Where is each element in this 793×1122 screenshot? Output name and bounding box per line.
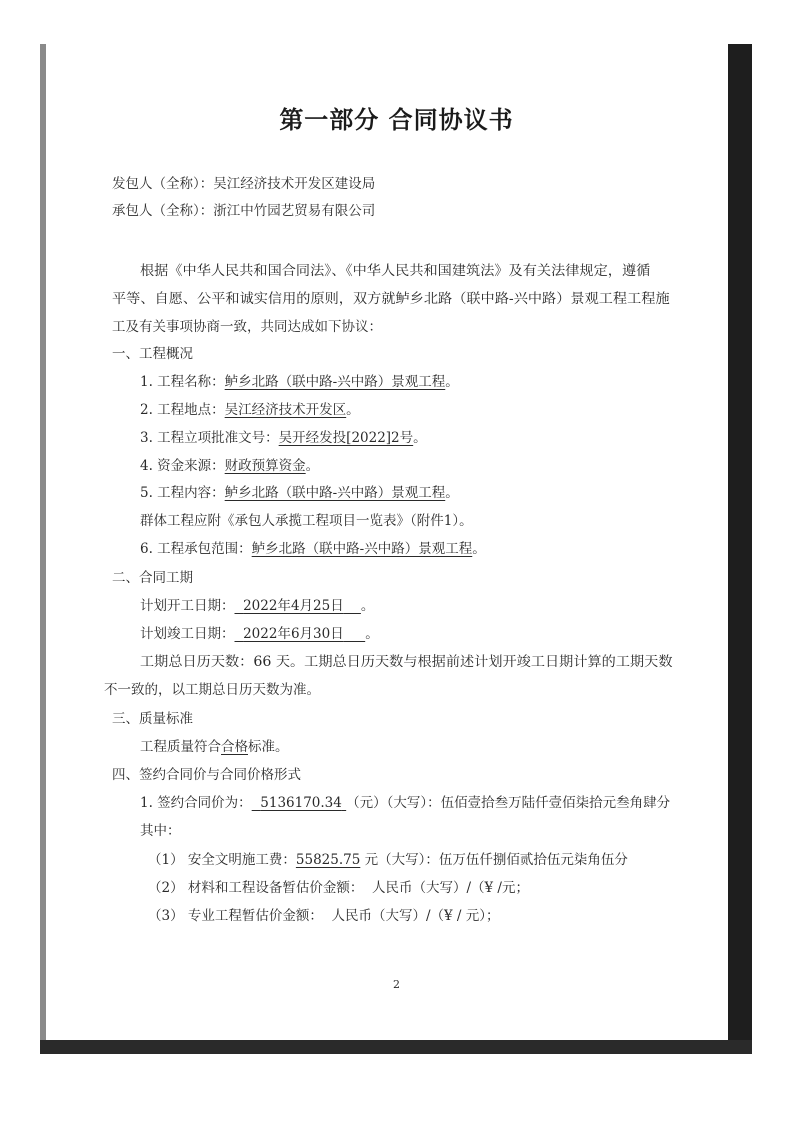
contract-price-label: 1. 签约合同价为：	[140, 795, 252, 811]
project-location-value: 吴江经济技术开发区	[224, 402, 347, 418]
scan-edge-right	[728, 44, 752, 1054]
page-number: 2	[393, 978, 400, 991]
contract-scope-value: 鲈乡北路（联中路-兴中路）景观工程	[251, 541, 473, 557]
duration-line-2: 不一致的，以工期总日历天数为准。	[104, 682, 320, 698]
employer-label: 发包人（全称）：	[112, 176, 214, 192]
contract-scope-line: 6. 工程承包范围：鲈乡北路（联中路-兴中路）景观工程。	[140, 541, 486, 557]
planned-start-label: 计划开工日期：	[140, 598, 235, 614]
planned-completion-label: 计划竣工日期：	[140, 626, 235, 642]
material-estimate-label: （2） 材料和工程设备暂估价金额：	[148, 880, 364, 896]
safety-fee-value: 55825.75	[295, 852, 361, 868]
planned-start-value: 2022年4月25日	[243, 598, 344, 614]
project-location-line: 2. 工程地点：吴江经济技术开发区。	[140, 402, 360, 418]
funding-source-label: 4. 资金来源：	[140, 458, 225, 474]
approval-number-line: 3. 工程立项批准文号：吴开经发投[2022]2号。	[140, 430, 427, 446]
group-project-note: 群体工程应附《承包人承揽工程项目一览表》（附件1）。	[140, 513, 473, 529]
section-3-heading: 三、质量标准	[112, 711, 193, 727]
approval-number-label: 3. 工程立项批准文号：	[140, 430, 279, 446]
employer-name: 吴江经济技术开发区建设局	[213, 176, 376, 192]
project-location-label: 2. 工程地点：	[140, 402, 225, 418]
safety-fee-label: （1） 安全文明施工费：	[148, 852, 296, 868]
planned-completion-line: 计划竣工日期： 2022年6月30日 。	[140, 626, 379, 642]
specialty-estimate-line: （3） 专业工程暂估价金额： 人民币（大写）/（¥ / 元）；	[148, 908, 500, 924]
duration-line-1: 工期总日历天数：66 天。工期总日历天数与根据前述计划开竣工日期计算的工期天数	[140, 654, 673, 670]
material-estimate-line: （2） 材料和工程设备暂估价金额： 人民币（大写）/（¥ /元；	[148, 880, 529, 896]
employer-line	[112, 175, 375, 193]
of-which-label: 其中：	[140, 823, 181, 839]
scan-edge-bottom	[40, 1040, 752, 1054]
contractor-label: 承包人（全称）：	[112, 203, 214, 219]
section-2-heading: 二、合同工期	[112, 570, 193, 586]
quality-standard-value: 合格	[221, 739, 248, 755]
planned-completion-value: 2022年6月30日	[243, 626, 344, 642]
project-content-value: 鲈乡北路（联中路-兴中路）景观工程	[224, 485, 446, 501]
contractor-name: 浙江中竹园艺贸易有限公司	[213, 203, 376, 219]
funding-source-value: 财政预算资金	[224, 458, 306, 474]
contractor-line	[112, 202, 375, 220]
project-content-line: 5. 工程内容：鲈乡北路（联中路-兴中路）景观工程。	[140, 485, 459, 501]
section-4-heading: 四、签约合同价与合同价格形式	[112, 767, 301, 783]
approval-number-value: 吴开经发投[2022]2号	[278, 430, 414, 446]
funding-source-line: 4. 资金来源：财政预算资金。	[140, 458, 320, 474]
contract-price-value: 5136170.34	[260, 795, 342, 811]
planned-start-line: 计划开工日期： 2022年4月25日 。	[140, 598, 375, 614]
intro-line-1: 根据《中华人民共和国合同法》、《中华人民共和国建筑法》及有关法律规定，遵循	[140, 263, 651, 279]
safety-fee-line: （1） 安全文明施工费：55825.75 元（大写）：伍万伍仟捌佰贰拾伍元柒角伍分	[148, 852, 628, 868]
intro-line-2: 平等、自愿、公平和诚实信用的原则，双方就鲈乡北路（联中路-兴中路）景观工程工程施	[112, 291, 670, 307]
project-name-value: 鲈乡北路（联中路-兴中路）景观工程	[224, 374, 446, 390]
specialty-estimate-label: （3） 专业工程暂估价金额：	[148, 908, 323, 924]
contract-price-words: 伍佰壹拾叁万陆仟壹佰柒拾元叁角肆分	[440, 795, 671, 811]
contract-price-line: 1. 签约合同价为： 5136170.34 （元）（大写）：伍佰壹拾叁万陆仟壹佰柒拾元叁角肆分	[140, 795, 671, 811]
quality-standard-line: 工程质量符合合格标准。	[140, 739, 289, 755]
project-content-label: 5. 工程内容：	[140, 485, 225, 501]
project-name-label: 1. 工程名称：	[140, 374, 225, 390]
section-1-heading: 一、工程概况	[112, 346, 193, 362]
page-title: 第一部分 合同协议书	[279, 106, 514, 134]
intro-line-3: 工及有关事项协商一致，共同达成如下协议：	[112, 319, 382, 335]
contract-scope-label: 6. 工程承包范围：	[140, 541, 252, 557]
project-name-line: 1. 工程名称：鲈乡北路（联中路-兴中路）景观工程。	[140, 374, 459, 390]
